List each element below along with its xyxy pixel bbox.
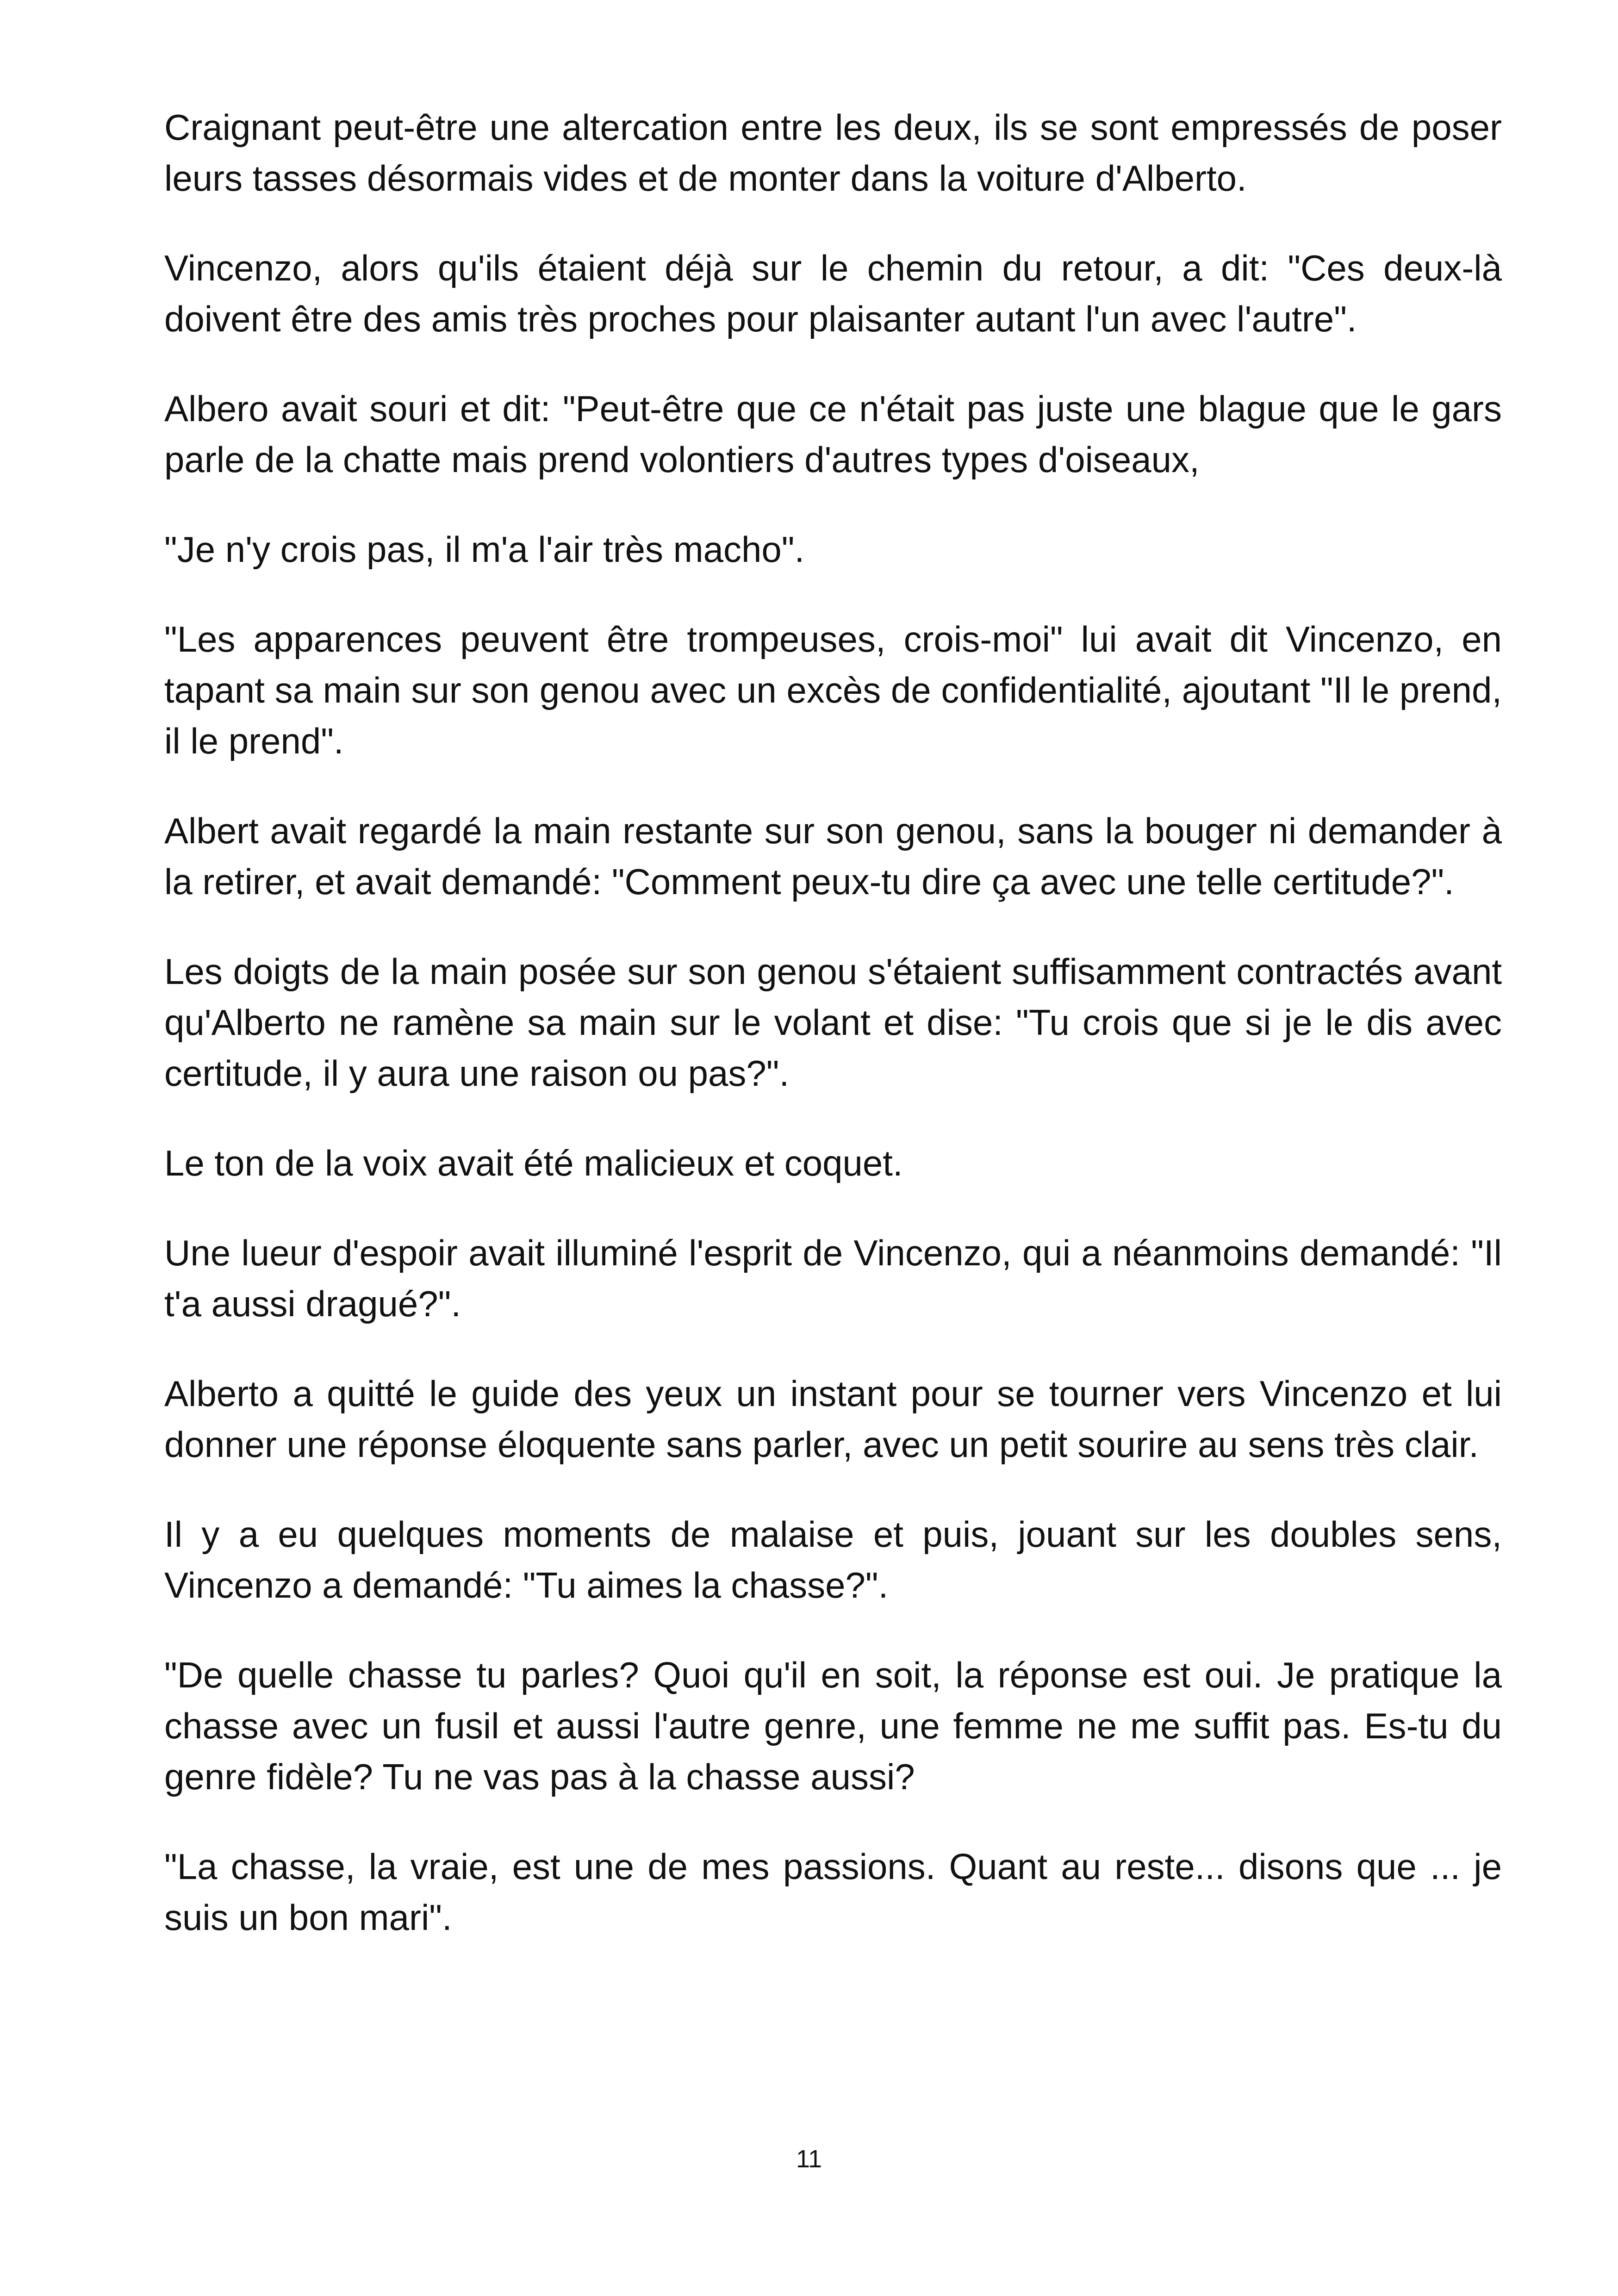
paragraph: "Les apparences peuvent être trompeuses, crois-moi" lui avait dit Vincenzo, en tapant sa main sur son genou avec un excès de confidentialité, ajoutant "Il le prend, il le prend". bbox=[164, 619, 1502, 761]
paragraph: Albero avait souri et dit: "Peut-être que ce n'était pas juste une blague que le gars parle de la chatte mais prend volontiers d'autres types d'oiseaux, bbox=[164, 388, 1502, 480]
paragraph: Vincenzo, alors qu'ils étaient déjà sur le chemin du retour, a dit: "Ces deux-là doivent être des amis très proches pour plaisanter autant l'un avec l'autre". bbox=[164, 248, 1502, 339]
paragraph: Craignant peut-être une altercation entre les deux, ils se sont empressés de poser leurs tasses désormais vides et de monter dans la voiture d'Alberto. bbox=[164, 107, 1502, 199]
page-number: 11 bbox=[796, 2145, 822, 2173]
paragraph: "De quelle chasse tu parles? Quoi qu'il en soit, la réponse est oui. Je pratique la chasse avec un fusil et aussi l'autre genre, une femme ne me suffit pas. Es-tu du genre fidèle? Tu ne vas pas à la chasse aussi? bbox=[164, 1655, 1502, 1797]
paragraph: "La chasse, la vraie, est une de mes passions. Quant au reste... disons que ... je suis un bon mari". bbox=[164, 1846, 1502, 1938]
paragraph: Albert avait regardé la main restante sur son genou, sans la bouger ni demander à la retirer, et avait demandé: "Comment peux-tu dire ça avec une telle certitude?". bbox=[164, 810, 1502, 902]
paragraph: Il y a eu quelques moments de malaise et puis, jouant sur les doubles sens, Vincenzo a demandé: "Tu aimes la chasse?". bbox=[164, 1514, 1502, 1605]
body-text bbox=[164, 102, 1502, 1943]
paragraph: "Je n'y crois pas, il m'a l'air très macho". bbox=[164, 529, 805, 570]
paragraph: Alberto a quitté le guide des yeux un instant pour se tourner vers Vincenzo et lui donner une réponse éloquente sans parler, avec un petit sourire au sens très clair. bbox=[164, 1373, 1502, 1465]
paragraph: Les doigts de la main posée sur son genou s'étaient suffisamment contractés avant qu'Alberto ne ramène sa main sur le volant et dise: "Tu crois que si je le dis avec certitude, il y aura une raison ou pas?". bbox=[164, 951, 1502, 1094]
paragraph: Une lueur d'espoir avait illuminé l'esprit de Vincenzo, qui a néanmoins demandé: "Il t'a aussi dragué?". bbox=[164, 1232, 1502, 1324]
paragraph: Le ton de la voix avait été malicieux et coquet. bbox=[164, 1143, 903, 1183]
